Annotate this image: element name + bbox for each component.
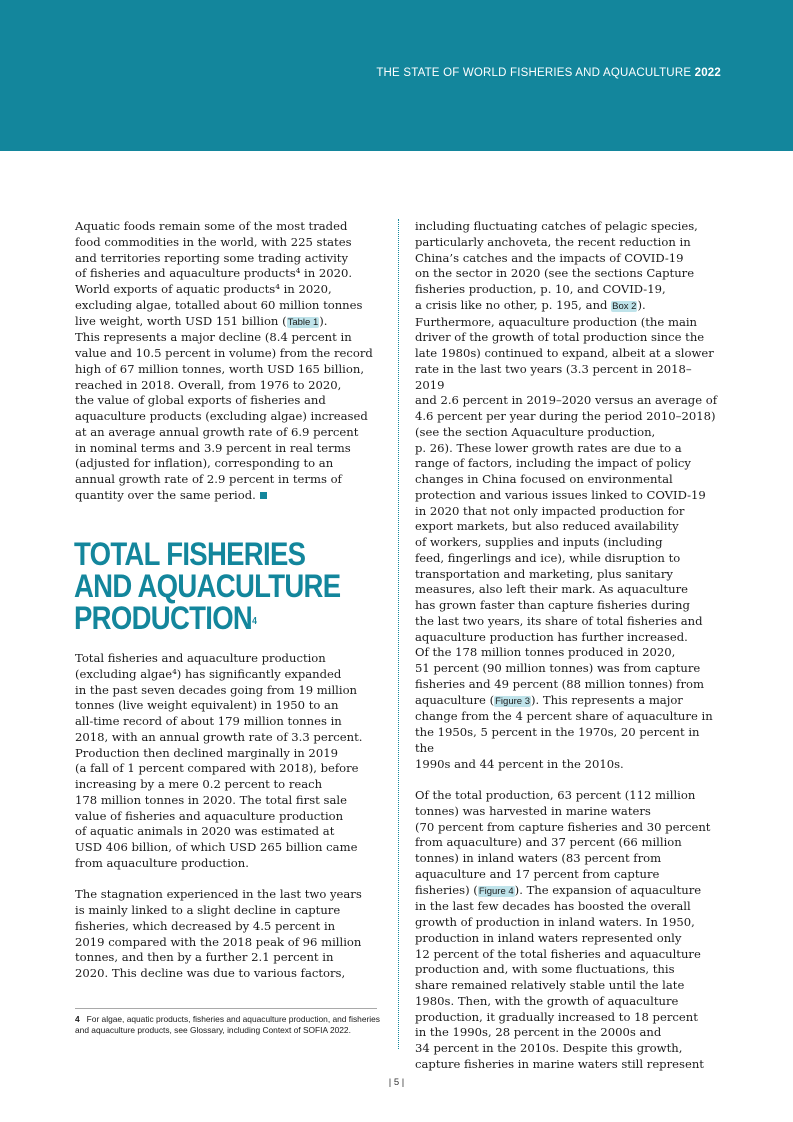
paragraph-stagnation: The stagnation experienced in the last two years is mainly linked to a slight decline in capture fisheries, which decreased by 4.5 percent in 2019 compared with the 2018 peak of 96 million tonnes, and then by a further 2.1 percent in 2020. This decline was due to various factors,	[75, 887, 362, 980]
report-title: THE STATE OF WORLD FISHERIES AND AQUACULTURE 2022	[376, 67, 721, 79]
box-2-link[interactable]: Box 2	[612, 300, 637, 312]
paragraph-marine-inland: Of the total production, 63 percent (112 million tonnes) was harvested in marine waters (70 percent from capture fisheries and 30 percent from aquaculture) and 37 percent (66 million tonnes) in inland waters (83 percent from aquaculture and 17 percent from capture fisheries) (Figure 4). The expansion of aquaculture in the last few decades has boosted the overall growth of production in inland waters. In 1950, production in inland waters represented only 12 percent of the total fisheries and aquaculture production and, with some fluctuations, this share remained relatively stable until the late 1980s. Then, with the growth of aquaculture production, it gradually increased to 18 percent in the 1990s, 28 percent in the 2000s and 34 percent in the 2010s. Despite this growth, capture fisheries in marine waters still represent	[415, 788, 711, 1071]
footnote-rule	[75, 1008, 377, 1009]
figure-3-link[interactable]: Figure 3	[495, 695, 530, 707]
left-column-top	[75, 219, 375, 504]
paragraph-total-production: Total fisheries and aquaculture production (excluding algae⁴) has significantly expanded in the past seven decades going from 19 million tonnes (live weight equivalent) in 1950 to an all-time record of about 179 million tonnes in 2018, with an annual growth rate of 3.3 percent. Production then declined marginally in 2019 (a fall of 1 percent compared with 2018), before increasing by a mere 0.2 percent to reach 178 million tonnes in 2020. The total first sale value of fisheries and aquaculture production of aquatic animals in 2020 was estimated at USD 406 billion, of which USD 265 billion came from aquaculture production.	[75, 651, 363, 870]
paragraph-trade: Aquatic foods remain some of the most traded food commodities in the world, with 225 states and territories reporting some trading activity of fisheries and aquaculture products⁴ in 2020. World exports of aquatic products⁴ in 2020, excluding algae, totalled about 60 million tonnes live weight, worth USD 151 billion (Table 1). This represents a major decline (8.4 percent in value and 10.5 percent in volume) from the record high of 67 million tonnes, worth USD 165 billion, reached in 2018. Overall, from 1976 to 2020, the value of global exports of fisheries and aquaculture products (excluding algae) increased at an average annual growth rate of 6.9 percent in nominal terms and 3.9 percent in real terms (adjusted for inflation), corresponding to an annual growth rate of 2.9 percent in terms of quantity over the same period.	[75, 219, 373, 502]
footnote-number: 4	[75, 1014, 80, 1024]
footnote	[75, 1014, 380, 1037]
column-divider	[398, 219, 399, 1049]
section-heading: TOTAL FISHERIES AND AQUACULTURE PRODUCTION$^4$	[74, 536, 341, 636]
page-number: | 5 |	[388, 1077, 405, 1088]
right-column	[415, 219, 720, 1073]
figure-4-link[interactable]: Figure 4	[478, 885, 514, 897]
footnote-text: For algae, aquatic products, fisheries and aquaculture production, and fisheries and aquaculture products, see Glossary, including Context of SOFIA 2022.	[75, 1014, 380, 1036]
header-banner	[0, 0, 793, 151]
table-1-link[interactable]: Table 1	[287, 316, 319, 328]
heading-footnote-ref: 4	[252, 616, 257, 627]
end-of-section-marker	[260, 492, 267, 499]
left-column-bottom	[75, 651, 375, 982]
paragraph-factors: including fluctuating catches of pelagic species, particularly anchoveta, the recent reduction in China’s catches and the impacts of COVID-19 on the sector in 2020 (see the sections Capture fisheries production, p. 10, and COVID-19, a crisis like no other, p. 195, and Box 2). Furthermore, aquaculture production (the main driver of the growth of total production since the late 1980s) continued to expand, albeit at a slower rate in the last two years (3.3 percent in 2018–2019 and 2.6 percent in 2019–2020 versus an average of 4.6 percent per year during the period 2010–2018) (see the section Aquaculture production, p. 26). These lower growth rates are due to a range of factors, including the impact of policy changes in China focused on environmental protection and various issues linked to COVID-19 in 2020 that not only impacted production for export markets, but also reduced availability of workers, supplies and inputs (including feed, fingerlings and ice), while disruption to transportation and marketing, plus sanitary measures, also left their mark. As aquaculture has grown faster than capture fisheries during the last two years, its share of total fisheries and aquaculture production has further increased. Of the 178 million tonnes produced in 2020, 51 percent (90 million tonnes) was from capture fisheries and 49 percent (88 million tonnes) from aquaculture (Figure 3). This represents a major change from the 4 percent share of aquaculture in the 1950s, 5 percent in the 1970s, 20 percent in the 1990s and 44 percent in the 2010s.	[415, 219, 718, 771]
